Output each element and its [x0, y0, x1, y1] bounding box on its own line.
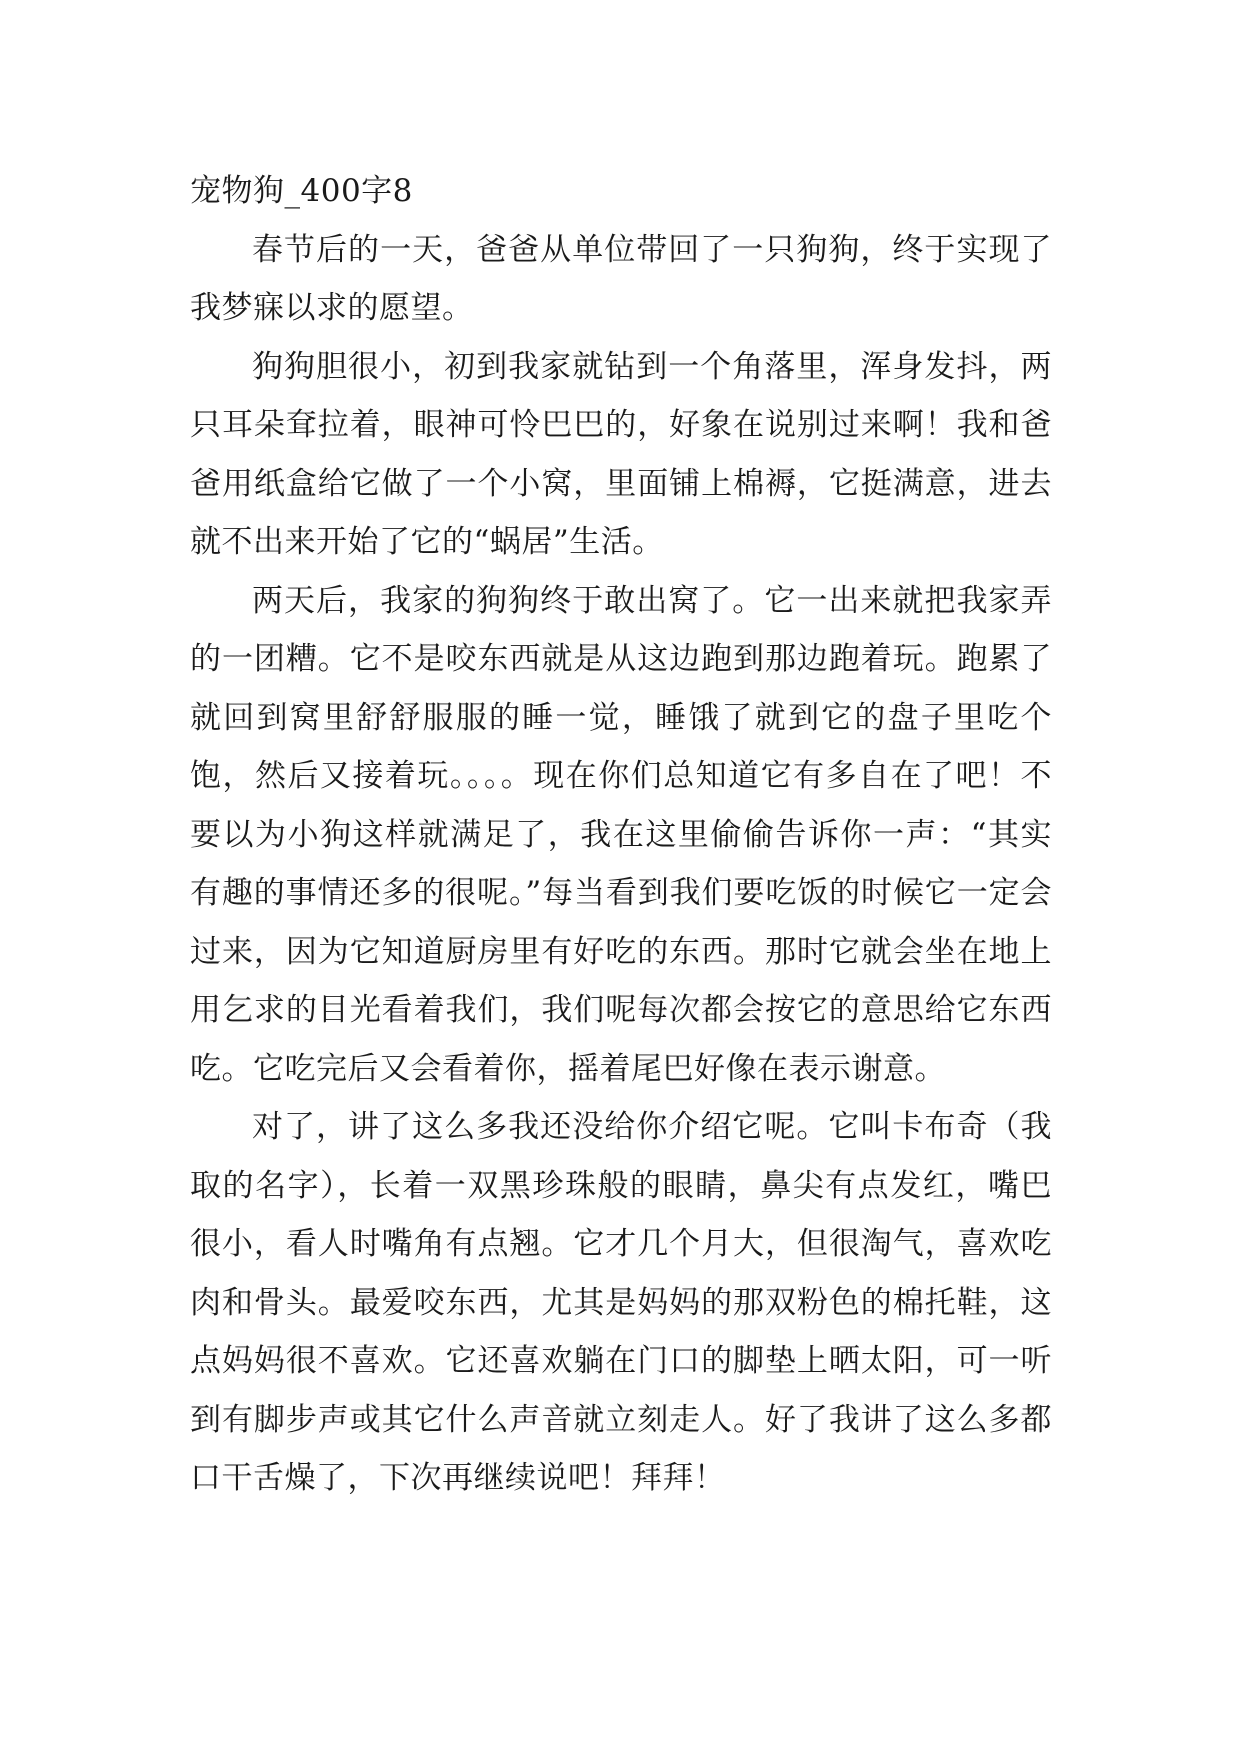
paragraph-timid-dog: 狗狗胆很小，初到我家就钻到一个角落里，浑身发抖，两只耳朵耷拉着，眼神可怜巴巴的，好象在说别过来啊！我和爸爸用纸盒给它做了一个小窝，里面铺上棉褥，它挺满意，进去就不出来开始了它的“蜗居”生活。	[190, 348, 1052, 560]
paragraph-arrival: 春节后的一天，爸爸从单位带回了一只狗狗，终于实现了我梦寐以求的愿望。	[190, 231, 1052, 326]
document-body	[190, 162, 1052, 1508]
paragraph-introduction: 对了，讲了这么多我还没给你介绍它呢。它叫卡布奇（我取的名字），长着一双黑珍珠般的眼睛，鼻尖有点发红，嘴巴很小，看人时嘴角有点翘。它才几个月大，但很淘气，喜欢吃肉和骨头。最爱咬东西，尤其是妈妈的那双粉色的棉托鞋，这点妈妈很不喜欢。它还喜欢躺在门口的脚垫上晒太阳，可一听到有脚步声或其它什么声音就立刻走人。好了我讲了这么多都口干舌燥了，下次再继续说吧！拜拜！	[190, 1109, 1052, 1496]
paragraph-leaving-nest: 两天后，我家的狗狗终于敢出窝了。它一出来就把我家弄的一团糟。它不是咬东西就是从这边跑到那边跑着玩。跑累了就回到窝里舒舒服服的睡一觉，睡饿了就到它的盘子里吃个饱，然后又接着玩。。。。现在你们总知道它有多自在了吧！不要以为小狗这样就满足了，我在这里偷偷告诉你一声：“其实有趣的事情还多的很呢。”每当看到我们要吃饭的时候它一定会过来，因为它知道厨房里有好吃的东西。那时它就会坐在地上用乞求的目光看着我们，我们呢每次都会按它的意思给它东西吃。它吃完后又会看着你，摇着尾巴好像在表示谢意。	[190, 582, 1052, 1087]
document-title: 宠物狗_400字8	[190, 173, 413, 209]
